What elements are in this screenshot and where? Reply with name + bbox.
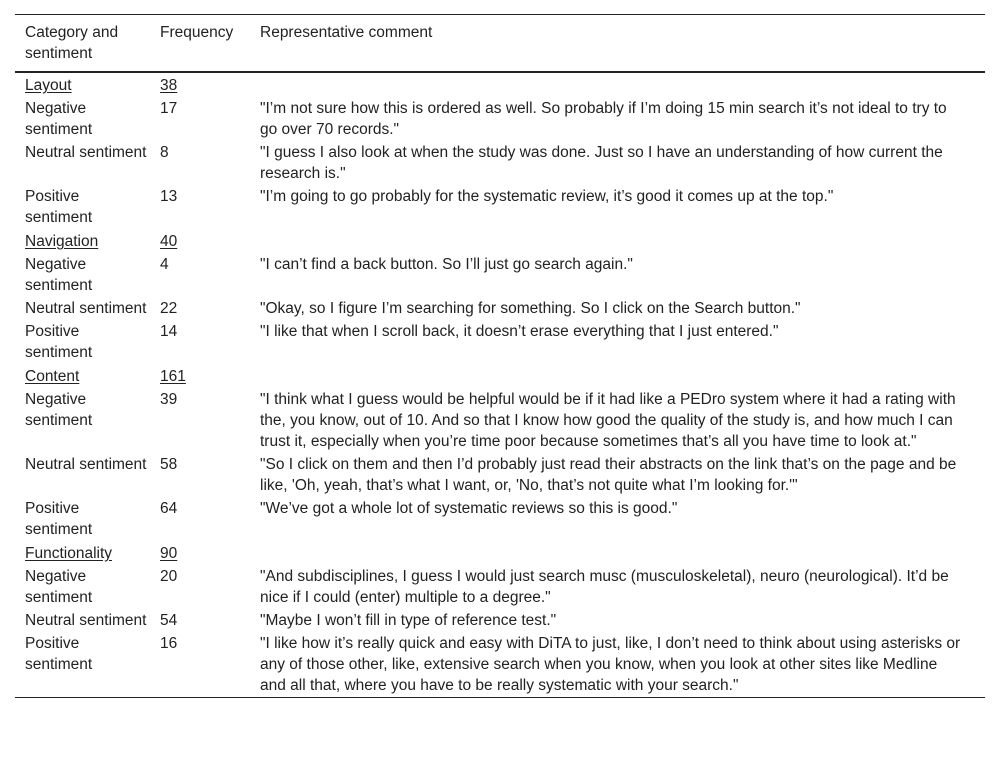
category-name: Navigation: [25, 233, 99, 250]
header-category: Category and sentiment: [25, 24, 119, 62]
comment-cell: "Okay, so I figure I’m searching for something. So I click on the Search button.": [260, 300, 801, 317]
table-row: [15, 453, 985, 497]
category-cell: [15, 541, 150, 565]
sentiment-cell: Negative sentiment: [25, 100, 93, 138]
category-row: [15, 72, 985, 97]
category-cell: [15, 364, 150, 388]
category-total: 90: [160, 545, 178, 562]
sentiment-cell: Negative sentiment: [25, 568, 93, 606]
category-name: Functionality: [25, 545, 113, 562]
frequency-cell: 17: [160, 100, 178, 117]
comment-cell: "I like that when I scroll back, it doesn’t erase everything that I just entered.": [260, 323, 779, 340]
comment-cell: "So I click on them and then I’d probably just read their abstracts on the link that’s on the page and be like, 'Oh, yeah, that’s what I want, or, 'No, that’s not quite what I’m looking for.'": [260, 456, 957, 494]
category-row: [15, 364, 985, 388]
table-body: [15, 72, 985, 698]
header-frequency: Frequency: [160, 24, 234, 41]
frequency-cell: 4: [160, 256, 169, 273]
frequency-cell: 64: [160, 500, 178, 517]
category-total-cell: [150, 229, 250, 253]
sentiment-cell: Positive sentiment: [25, 188, 93, 226]
sentiment-cell: Negative sentiment: [25, 256, 93, 294]
table-row: [15, 253, 985, 297]
table-row: [15, 297, 985, 320]
sentiment-cell: Neutral sentiment: [25, 456, 147, 473]
category-name: Layout: [25, 77, 72, 94]
frequency-cell: 8: [160, 144, 169, 161]
table-row: [15, 388, 985, 453]
frequency-cell: 54: [160, 612, 178, 629]
sentiment-cell: Positive sentiment: [25, 323, 93, 361]
sentiment-cell: Neutral sentiment: [25, 300, 147, 317]
category-total-cell: [150, 72, 250, 97]
comment-cell: "Maybe I won’t fill in type of reference test.": [260, 612, 557, 629]
category-comment-empty: [250, 229, 985, 253]
header-comment: Representative comment: [260, 24, 433, 41]
table-row: [15, 185, 985, 229]
frequency-cell: 16: [160, 635, 178, 652]
table-header: [15, 15, 985, 73]
category-name: Content: [25, 368, 80, 385]
frequency-cell: 39: [160, 391, 178, 408]
category-cell: [15, 72, 150, 97]
category-total: 40: [160, 233, 178, 250]
table-row: [15, 609, 985, 632]
table-row: [15, 497, 985, 541]
category-row: [15, 541, 985, 565]
table-row: [15, 141, 985, 185]
table-row: [15, 565, 985, 609]
frequency-cell: 58: [160, 456, 178, 473]
frequency-cell: 13: [160, 188, 178, 205]
sentiment-cell: Neutral sentiment: [25, 612, 147, 629]
comment-cell: "I guess I also look at when the study was done. Just so I have an understanding of how current the research is.": [260, 144, 943, 182]
sentiment-cell: Negative sentiment: [25, 391, 93, 429]
category-total-cell: [150, 364, 250, 388]
comment-cell: "I like how it’s really quick and easy with DiTA to just, like, I don’t need to think about using asterisks or any of those other, like, extensive search when you know, when you look at other sites like Medline and all that, where you have to be really systematic with your search.": [260, 635, 961, 694]
table-row: [15, 632, 985, 698]
comment-cell: "I can’t find a back button. So I’ll just go search again.": [260, 256, 633, 273]
header-row: [15, 15, 985, 73]
sentiment-cell: Neutral sentiment: [25, 144, 147, 161]
category-cell: [15, 229, 150, 253]
category-comment-empty: [250, 72, 985, 97]
comment-cell: "I’m going to go probably for the systematic review, it’s good it comes up at the top.": [260, 188, 834, 205]
table-row: [15, 320, 985, 364]
sentiment-cell: Positive sentiment: [25, 635, 93, 673]
category-comment-empty: [250, 364, 985, 388]
comment-cell: "We’ve got a whole lot of systematic reviews so this is good.": [260, 500, 678, 517]
category-total: 38: [160, 77, 178, 94]
sentiment-table-container: [15, 14, 985, 698]
frequency-cell: 20: [160, 568, 178, 585]
category-total-cell: [150, 541, 250, 565]
comment-cell: "I think what I guess would be helpful would be if it had like a PEDro system where it had a rating with the, you know, out of 10. And so that I know how good the quality of the study is, and how much I can trust it, especially when you’re time poor because sometimes that’s all you have time to look at.": [260, 391, 956, 450]
comment-cell: "I’m not sure how this is ordered as well. So probably if I’m doing 15 min search it’s not ideal to try to go over 70 records.": [260, 100, 947, 138]
table-row: [15, 97, 985, 141]
category-row: [15, 229, 985, 253]
frequency-cell: 14: [160, 323, 178, 340]
category-comment-empty: [250, 541, 985, 565]
sentiment-cell: Positive sentiment: [25, 500, 93, 538]
category-total: 161: [160, 368, 186, 385]
comment-cell: "And subdisciplines, I guess I would just search musc (musculoskeletal), neuro (neurological). It’d be nice if I could (enter) multiple to a degree.": [260, 568, 949, 606]
sentiment-table: [15, 14, 985, 698]
frequency-cell: 22: [160, 300, 178, 317]
